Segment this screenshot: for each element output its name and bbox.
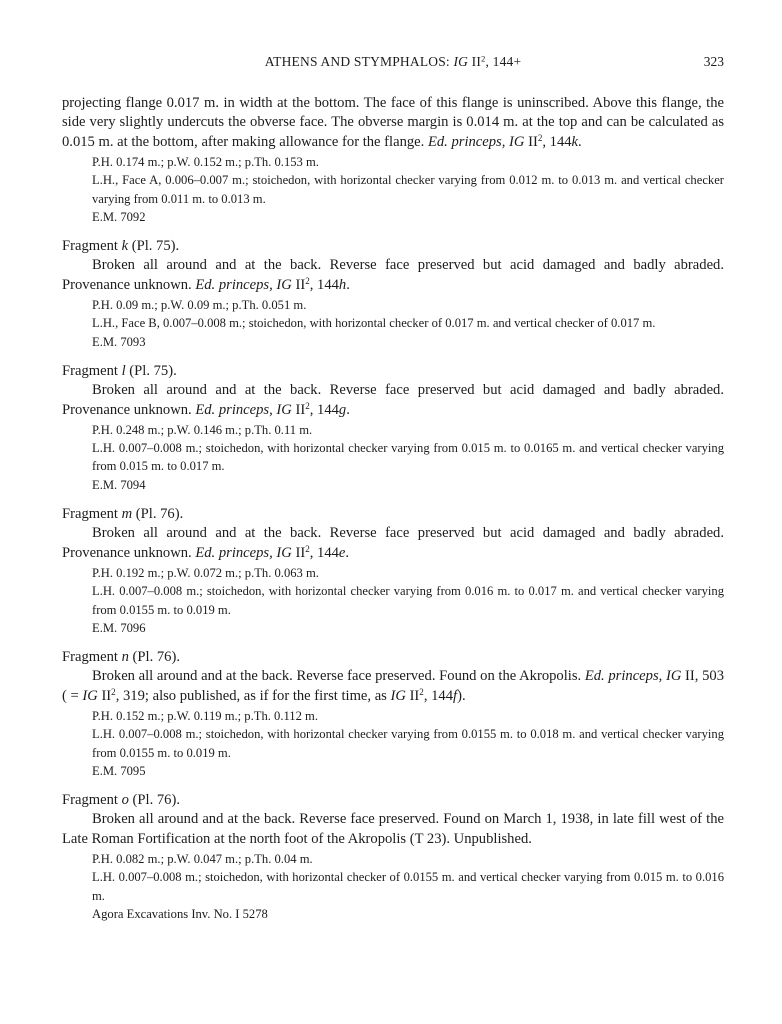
fragment-measurements	[62, 707, 724, 780]
dimensions: P.H. 0.09 m.; p.W. 0.09 m.; p.Th. 0.051 m.	[92, 298, 307, 313]
dimensions: P.H. 0.248 m.; p.W. 0.146 m.; p.Th. 0.11 m.	[92, 423, 313, 438]
fragment-description: Broken all around and at the back. Reverse face preserved but acid damaged and badly abraded. Provenance unknown. Ed. princeps, IG $II^2$, 144e.	[62, 525, 724, 561]
inventory-number: E.M. 7095	[92, 763, 146, 778]
letter-height: L.H. 0.007–0.008 m.; stoichedon, with horizontal checker varying from 0.0155 m. to 0.018 m. and vertical checker varying from 0.0155 m. to 0.019 m.	[92, 727, 724, 760]
letter-height: L.H., Face A, 0.006–0.007 m.; stoichedon, with horizontal checker varying from 0.012 m. to 0.013 m. and vertical checker varying from 0.011 m. to 0.013 m.	[92, 173, 724, 206]
fragment-heading: Fragment m (Pl. 76).	[62, 505, 184, 522]
letter-height: L.H. 0.007–0.008 m.; stoichedon, with horizontal checker varying from 0.015 m. to 0.0165 m. and vertical checker varying from 0.015 m. to 0.017 m.	[92, 441, 724, 474]
fragment-heading: Fragment n (Pl. 76).	[62, 648, 180, 665]
dimensions: P.H. 0.082 m.; p.W. 0.047 m.; p.Th. 0.04 m.	[92, 852, 313, 867]
dimensions: P.H. 0.174 m.; p.W. 0.152 m.; p.Th. 0.153 m.	[92, 155, 319, 170]
inventory-number: E.M. 7092	[92, 209, 146, 224]
intro-paragraph: projecting flange 0.017 m. in width at the bottom. The face of this flange is uninscribed. Above this flange, the side very slightly undercuts the obverse face. The obverse margin is 0.014 m. at the top and can be calculated as 0.015 m. at the bottom, after making allowance for the flange. Ed. princeps, IG $II^2$, 144k.	[62, 95, 724, 150]
fragment-description: Broken all around and at the back. Reverse face preserved. Found on the Akropolis. Ed. princeps, IG II, 503 ( = IG $II^2$, 319; also published, as if for the first time, as IG $II^2$, 144f).	[62, 668, 724, 704]
fragment-description: Broken all around and at the back. Reverse face preserved. Found on March 1, 1938, in late fill west of the Late Roman Fortification at the north foot of the Akropolis (T 23). Unpublished.	[62, 811, 724, 847]
fragment-heading: Fragment l (Pl. 75).	[62, 362, 177, 379]
running-header	[62, 54, 724, 74]
fragment-measurements	[62, 421, 724, 494]
running-title: ATHENS AND STYMPHALOS: IG $II^2$, 144+	[264, 54, 522, 69]
fragment-measurements	[62, 850, 724, 923]
inventory-number: E.M. 7093	[92, 334, 146, 349]
fragment-o	[62, 791, 724, 923]
letter-height: L.H. 0.007–0.008 m.; stoichedon, with horizontal checker of 0.0155 m. and vertical checker varying from 0.015 m. to 0.016 m.	[92, 870, 724, 903]
inventory-number: E.M. 7096	[92, 620, 146, 635]
fragment-measurements	[62, 296, 724, 351]
inventory-number: Agora Excavations Inv. No. I 5278	[92, 906, 268, 921]
fragment-l	[62, 362, 724, 494]
letter-height: L.H. 0.007–0.008 m.; stoichedon, with horizontal checker varying from 0.016 m. to 0.017 m. and vertical checker varying from 0.0155 m. to 0.019 m.	[92, 584, 724, 617]
fragment-m	[62, 505, 724, 637]
fragment-heading: Fragment k (Pl. 75).	[62, 238, 180, 255]
fragment-measurements	[62, 564, 724, 637]
inventory-number: E.M. 7094	[92, 477, 146, 492]
intro-section	[62, 94, 724, 226]
letter-height: L.H., Face B, 0.007–0.008 m.; stoichedon, with horizontal checker of 0.017 m. and vertical checker of 0.017 m.	[92, 316, 656, 331]
fragment-description: Broken all around and at the back. Reverse face preserved but acid damaged and badly abraded. Provenance unknown. Ed. princeps, IG $II^2$, 144h.	[62, 257, 724, 293]
fragment-k	[62, 237, 724, 351]
page-number: 323	[703, 54, 724, 69]
intro-measurements	[62, 153, 724, 226]
dimensions: P.H. 0.192 m.; p.W. 0.072 m.; p.Th. 0.063 m.	[92, 566, 319, 581]
fragment-heading: Fragment o (Pl. 76).	[62, 791, 180, 808]
main-text	[62, 94, 724, 923]
fragment-n	[62, 648, 724, 780]
fragment-description: Broken all around and at the back. Reverse face preserved but acid damaged and badly abraded. Provenance unknown. Ed. princeps, IG $II^2$, 144g.	[62, 382, 724, 418]
dimensions: P.H. 0.152 m.; p.W. 0.119 m.; p.Th. 0.112 m.	[92, 709, 318, 724]
